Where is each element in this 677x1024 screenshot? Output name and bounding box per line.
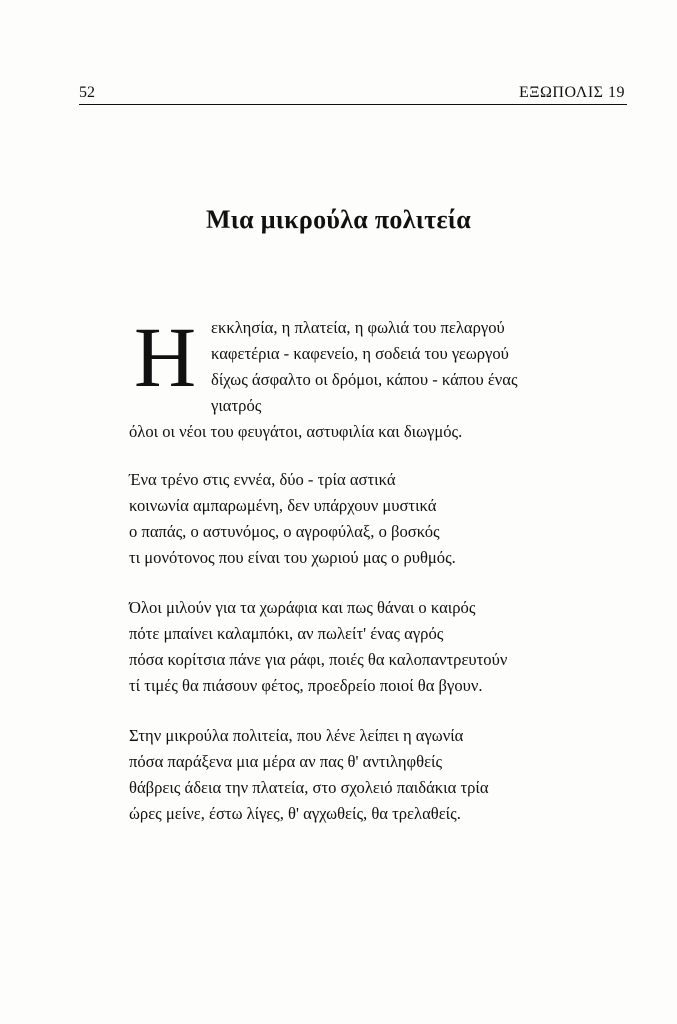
- header-rule: [79, 104, 627, 105]
- poem-line: πότε μπαίνει καλαμπόκι, αν πωλείτ' ένας αγρός: [129, 624, 444, 643]
- poem-line: δίχως άσφαλτο οι δρόμοι, κάπου - κάπου ένας: [211, 370, 518, 389]
- poem-line: Στην μικρούλα πολιτεία, που λένε λείπει η αγωνία: [129, 726, 464, 745]
- poem-line: εκκλησία, η πλατεία, η φωλιά του πελαργού: [211, 318, 505, 337]
- poem-line: ώρες μείνε, έστω λίγες, θ' αγχωθείς, θα τρελαθείς.: [129, 804, 461, 823]
- poem-line: πόσα κορίτσια πάνε για ράφι, ποιές θα καλοπαντρευτούν: [129, 650, 508, 669]
- page-number: 52: [79, 84, 95, 101]
- poem-line: πόσα παράξενα μια μέρα αν πας θ' αντιληφθείς: [129, 752, 443, 771]
- drop-cap: Η: [134, 309, 197, 405]
- poem-line: κοινωνία αμπαρωμένη, δεν υπάρχουν μυστικά: [129, 496, 437, 515]
- poem-line: Ένα τρένο στις εννέα, δύο - τρία αστικά: [129, 470, 396, 489]
- poem-title: Μια μικρούλα πολιτεία: [205, 205, 472, 234]
- poem-line: γιατρός: [211, 396, 262, 415]
- poem-line: ο παπάς, ο αστυνόμος, ο αγροφύλαξ, ο βοσκός: [129, 522, 440, 541]
- poem-line: τί τιμές θα πιάσουν φέτος, προεδρείο ποιοί θα βγουν.: [129, 676, 483, 695]
- poem-line: Όλοι μιλούν για τα χωράφια και πως θάναι ο καιρός: [129, 598, 476, 617]
- poem-line: τι μονότονος που είναι του χωριού μας ο ρυθμός.: [129, 548, 456, 567]
- poem-line: θάβρεις άδεια την πλατεία, στο σχολειό παιδάκια τρία: [129, 778, 489, 797]
- poem-line: καφετέρια - καφενείο, η σοδειά του γεωργού: [211, 344, 509, 363]
- running-head: ΕΞΩΠΟΛΙΣ 19: [518, 84, 625, 101]
- poem-line: όλοι οι νέοι του φευγάτοι, αστυφιλία και διωγμός.: [129, 422, 463, 441]
